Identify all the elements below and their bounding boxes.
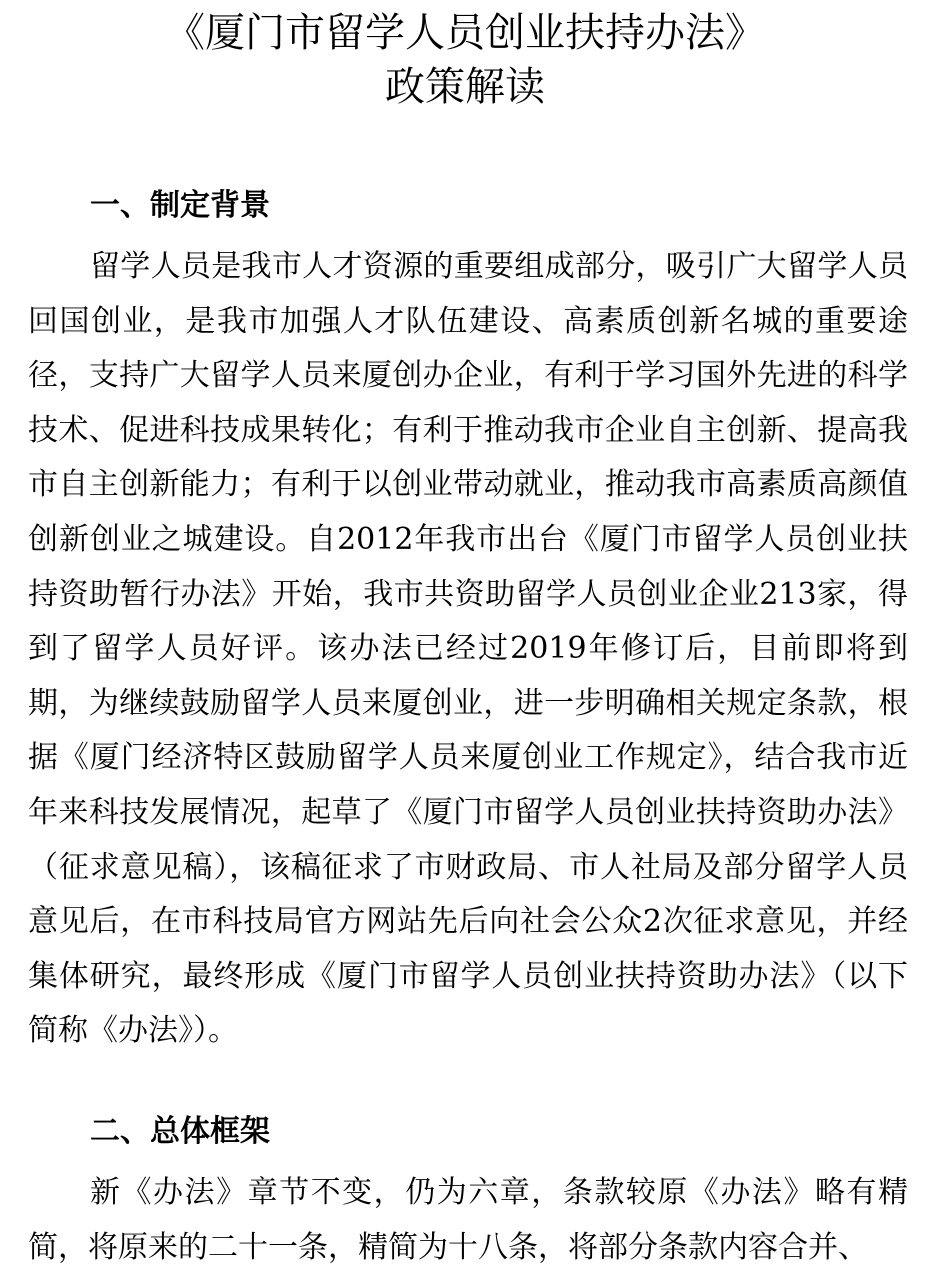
section-heading-background: 一、制定背景 — [90, 188, 270, 223]
document-title: 《厦门市留学人员创业扶持办法》 — [165, 10, 765, 56]
document-subtitle: 政策解读 — [385, 64, 545, 110]
section-heading-framework: 二、总体框架 — [90, 1114, 270, 1149]
section-paragraph-background: 留学人员是我市人才资源的重要组成部分，吸引广大留学人员回国创业，是我市加强人才队伍建设、高素质创新名城的重要途径，支持广大留学人员来厦创办企业，有利于学习国外先进的科学技术、促进科技成果转化；有利于推动我市企业自主创新、提高我市自主创新能力；有利于以创业带动就业，推动我市高素质高颜值创新创业之城建设。自2012年我市出台《厦门市留学人员创业扶持资助暂行办法》开始，我市共资助留学人员创业企业213家，得到了留学人员好评。该办法已经过2019年修订后，目前即将到期，为继续鼓励留学人员来厦创业，进一步明确相关规定条款，根据《厦门经济特区鼓励留学人员来厦创业工作规定》，结合我市近年来科技发展情况，起草了《厦门市留学人员创业扶持资助办法》（征求意见稿），该稿征求了市财政局、市人社局及部分留学人员意见后，在市科技局官方网站先后向社会公众2次征求意见，并经集体研究，最终形成《厦门市留学人员创业扶持资助办法》（以下简称《办法》）。 — [28, 249, 908, 1049]
section-paragraph-framework: 新《办法》章节不变，仍为六章，条款较原《办法》略有精简，将原来的二十一条，精简为十八条，将部分条款内容合并、 — [28, 1175, 908, 1265]
